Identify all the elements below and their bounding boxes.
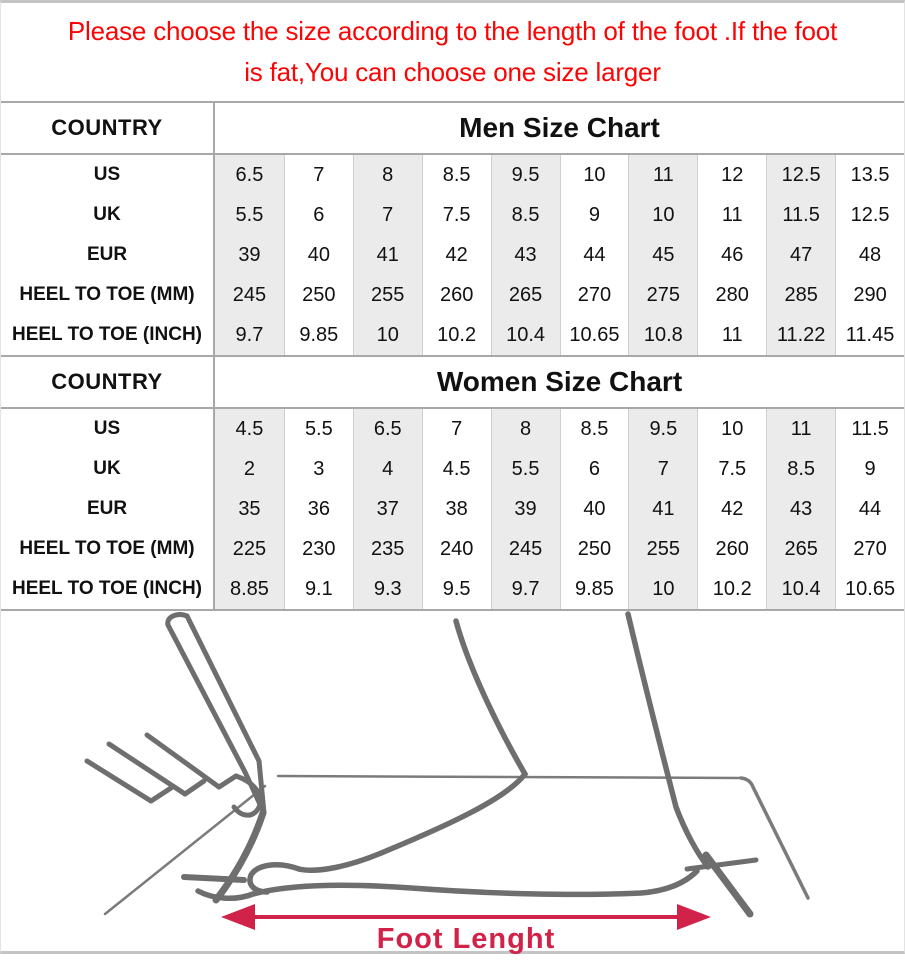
table-cell: 12.5 <box>766 155 835 195</box>
table-cell: 48 <box>835 235 904 275</box>
row-label: UK <box>1 449 215 489</box>
table-cell: 11.45 <box>835 315 904 355</box>
table-cell: 11.22 <box>766 315 835 355</box>
row-label: EUR <box>1 489 215 529</box>
row-label: US <box>1 409 215 449</box>
table-cell: 11 <box>766 409 835 449</box>
table-cell: 260 <box>697 529 766 569</box>
table-cell: 225 <box>215 529 284 569</box>
table-cell: 260 <box>422 275 491 315</box>
table-cell: 9.85 <box>560 569 629 609</box>
table-cell: 10.2 <box>422 315 491 355</box>
table-cell: 38 <box>422 489 491 529</box>
table-cell: 285 <box>766 275 835 315</box>
table-cell: 255 <box>628 529 697 569</box>
table-cell: 41 <box>353 235 422 275</box>
women-size-table <box>1 355 904 611</box>
table-cell: 4 <box>353 449 422 489</box>
table-cell: 10 <box>697 409 766 449</box>
table-cell: 9.85 <box>284 315 353 355</box>
men-corner-header: COUNTRY <box>1 103 215 155</box>
table-cell: 6 <box>284 195 353 235</box>
row-label: EUR <box>1 235 215 275</box>
table-cell: 280 <box>697 275 766 315</box>
table-cell: 7 <box>628 449 697 489</box>
table-cell: 9.1 <box>284 569 353 609</box>
table-cell: 6 <box>560 449 629 489</box>
table-cell: 6.5 <box>215 155 284 195</box>
table-cell: 43 <box>766 489 835 529</box>
table-cell: 10.4 <box>491 315 560 355</box>
table-cell: 10 <box>353 315 422 355</box>
table-cell: 11 <box>697 195 766 235</box>
table-cell: 11 <box>628 155 697 195</box>
table-cell: 8.5 <box>491 195 560 235</box>
table-cell: 7 <box>422 409 491 449</box>
table-cell: 9.5 <box>628 409 697 449</box>
foot-drawing-svg <box>1 611 905 951</box>
row-label: HEEL TO TOE (MM) <box>1 529 215 569</box>
table-cell: 5.5 <box>215 195 284 235</box>
table-cell: 9.5 <box>422 569 491 609</box>
table-cell: 245 <box>215 275 284 315</box>
men-size-table <box>1 101 904 355</box>
table-cell: 43 <box>491 235 560 275</box>
table-cell: 10 <box>560 155 629 195</box>
table-cell: 230 <box>284 529 353 569</box>
table-cell: 9.7 <box>215 315 284 355</box>
table-cell: 5.5 <box>284 409 353 449</box>
table-cell: 250 <box>560 529 629 569</box>
row-label: HEEL TO TOE (INCH) <box>1 315 215 355</box>
table-cell: 12 <box>697 155 766 195</box>
table-cell: 10 <box>628 569 697 609</box>
table-cell: 10.65 <box>835 569 904 609</box>
table-cell: 275 <box>628 275 697 315</box>
table-cell: 40 <box>560 489 629 529</box>
table-cell: 8 <box>491 409 560 449</box>
table-cell: 36 <box>284 489 353 529</box>
table-cell: 12.5 <box>835 195 904 235</box>
table-cell: 265 <box>491 275 560 315</box>
table-cell: 235 <box>353 529 422 569</box>
women-table-title: Women Size Chart <box>215 357 904 409</box>
table-cell: 44 <box>560 235 629 275</box>
table-cell: 11.5 <box>766 195 835 235</box>
table-cell: 7.5 <box>697 449 766 489</box>
row-label: US <box>1 155 215 195</box>
table-cell: 39 <box>491 489 560 529</box>
men-table-title: Men Size Chart <box>215 103 904 155</box>
table-cell: 270 <box>560 275 629 315</box>
table-cell: 44 <box>835 489 904 529</box>
table-cell: 40 <box>284 235 353 275</box>
table-cell: 8 <box>353 155 422 195</box>
table-cell: 7 <box>353 195 422 235</box>
table-cell: 9.3 <box>353 569 422 609</box>
table-cell: 13.5 <box>835 155 904 195</box>
table-cell: 9 <box>835 449 904 489</box>
notice-line-2: is fat,You can choose one size larger <box>244 57 661 87</box>
table-cell: 265 <box>766 529 835 569</box>
table-cell: 39 <box>215 235 284 275</box>
foot-outline <box>198 614 756 914</box>
table-cell: 42 <box>422 235 491 275</box>
table-cell: 8.5 <box>560 409 629 449</box>
row-label: HEEL TO TOE (INCH) <box>1 569 215 609</box>
table-cell: 250 <box>284 275 353 315</box>
table-cell: 10.4 <box>766 569 835 609</box>
table-cell: 255 <box>353 275 422 315</box>
table-cell: 270 <box>835 529 904 569</box>
table-cell: 240 <box>422 529 491 569</box>
table-cell: 4.5 <box>215 409 284 449</box>
table-cell: 11.5 <box>835 409 904 449</box>
table-cell: 10 <box>628 195 697 235</box>
women-corner-header: COUNTRY <box>1 357 215 409</box>
table-cell: 35 <box>215 489 284 529</box>
row-label: UK <box>1 195 215 235</box>
table-cell: 10.8 <box>628 315 697 355</box>
table-cell: 9.5 <box>491 155 560 195</box>
table-cell: 4.5 <box>422 449 491 489</box>
table-cell: 37 <box>353 489 422 529</box>
table-cell: 3 <box>284 449 353 489</box>
table-cell: 46 <box>697 235 766 275</box>
table-cell: 47 <box>766 235 835 275</box>
table-cell: 9.7 <box>491 569 560 609</box>
table-cell: 2 <box>215 449 284 489</box>
table-cell: 11 <box>697 315 766 355</box>
table-cell: 10.2 <box>697 569 766 609</box>
table-cell: 41 <box>628 489 697 529</box>
table-cell: 8.5 <box>766 449 835 489</box>
size-notice <box>1 3 904 101</box>
table-cell: 8.85 <box>215 569 284 609</box>
table-cell: 8.5 <box>422 155 491 195</box>
table-cell: 10.65 <box>560 315 629 355</box>
table-cell: 5.5 <box>491 449 560 489</box>
table-cell: 7.5 <box>422 195 491 235</box>
table-cell: 245 <box>491 529 560 569</box>
foot-measurement-illustration <box>1 611 904 955</box>
table-cell: 7 <box>284 155 353 195</box>
table-cell: 45 <box>628 235 697 275</box>
foot-length-label: Foot Lenght <box>376 923 556 955</box>
table-cell: 42 <box>697 489 766 529</box>
table-cell: 9 <box>560 195 629 235</box>
table-cell: 6.5 <box>353 409 422 449</box>
notice-line-1: Please choose the size according to the length of the foot .If the foot <box>67 16 838 46</box>
row-label: HEEL TO TOE (MM) <box>1 275 215 315</box>
table-cell: 290 <box>835 275 904 315</box>
